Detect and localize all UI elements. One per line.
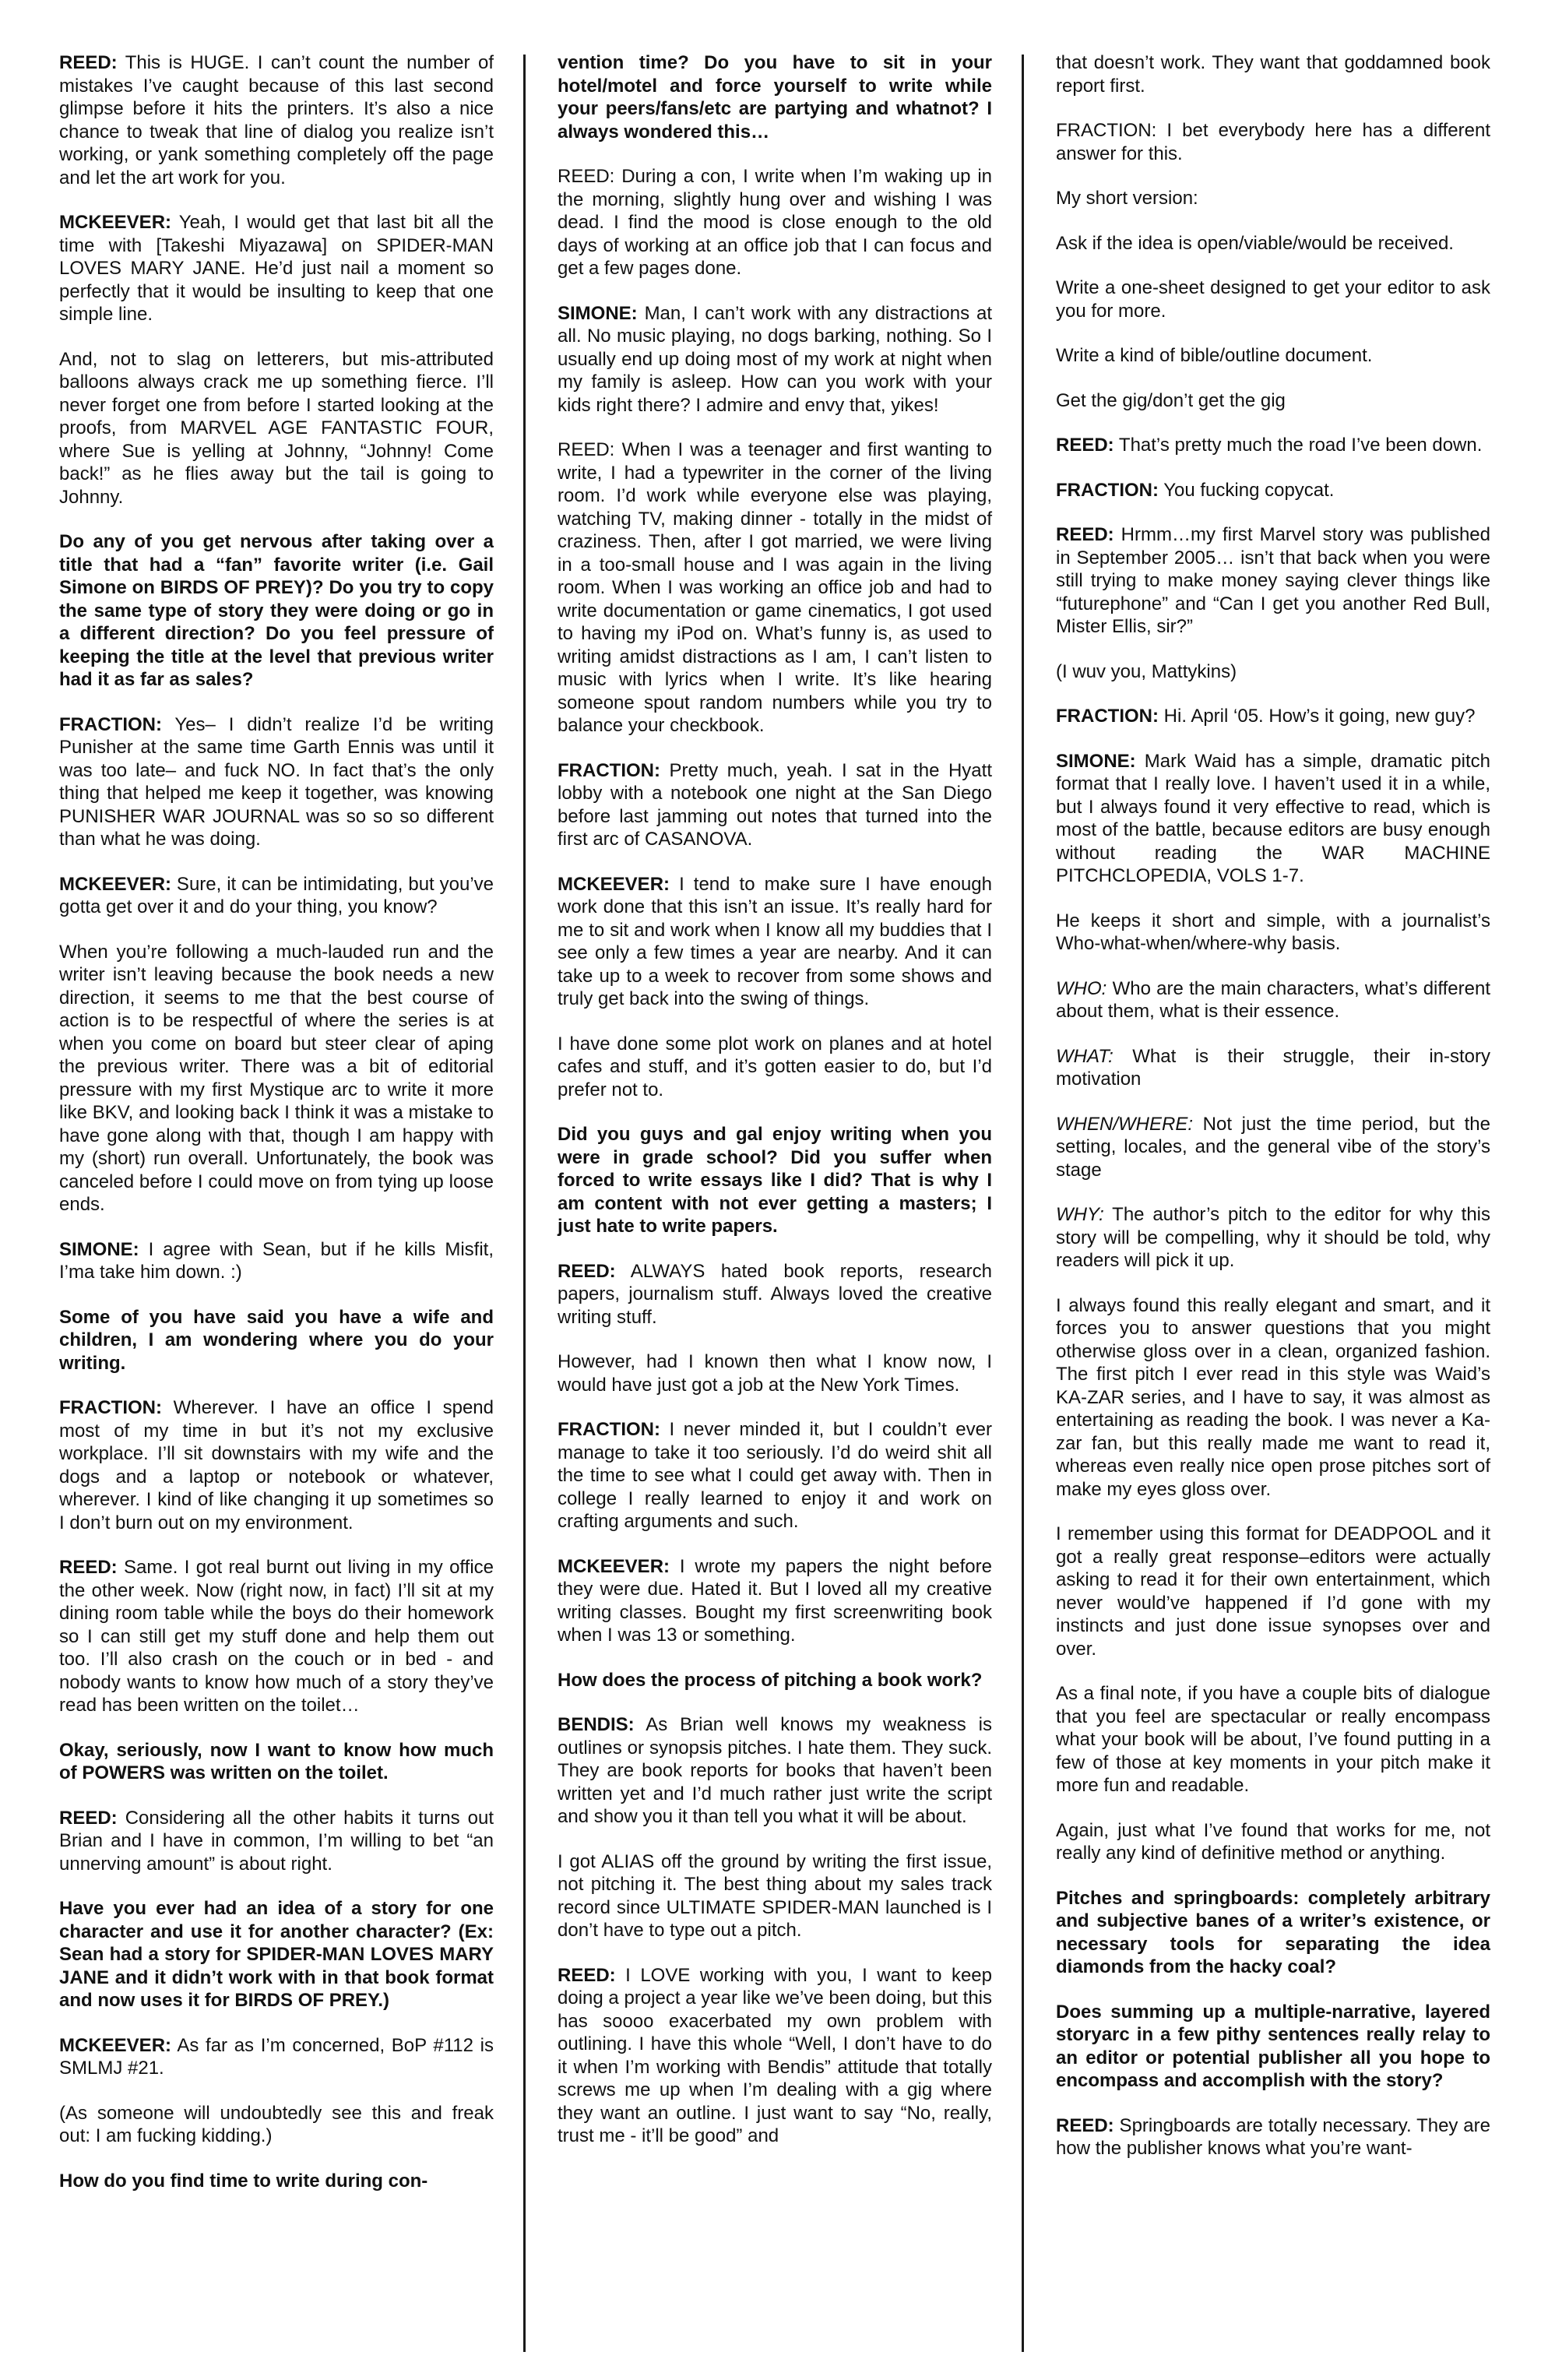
interview-answer [1056,389,1490,413]
interview-answer [59,1556,494,1717]
interview-question: Have you ever had an idea of a story for one character and use it for another character? (Ex: Sean had a story for SPIDER-MAN LOVES MARY JANE and it didn’t work with in that book format and now uses it for BIRDS OF PREY.) [59,1898,494,2011]
interview-answer [558,759,992,851]
interview-answer [558,1260,992,1329]
interview-answer [59,1807,494,1876]
interview-answer [1056,1682,1490,1797]
paragraph-text: Wherever. I have an office I spend most of my time in but it’s not my exclusive workplace. I’ll sit downstairs with my wife and the dogs and a laptop or notebook or whatever, wherever. I kind of like changing it up sometimes so I don’t burn out on my environment. [59,1397,494,1533]
interview-answer [1056,910,1490,956]
paragraph-text: Springboards are totally necessary. They are how the publisher knows what you’re want- [1056,2114,1490,2159]
paragraph-text: Yeah, I would get that last bit all the time with [Takeshi Miyazawa] on SPIDER-MAN LOVES MARY JANE. He’d just nail a moment so perfectly that it would be insulting to keep that one simple line. [59,212,494,325]
column-divider [523,55,526,2352]
interview-answer [1056,1819,1490,1865]
interview-question: Okay, seriously, now I want to know how much of POWERS was written on the toilet. [59,1739,494,1783]
paragraph-text: Hrmm…my first Marvel story was published in September 2005… isn’t that back when you were still trying to make money saying clever things like “futurephone” and “Can I get you another Red Bull, Mister Ellis, sir?” [1056,524,1490,637]
paragraph-text: REED: During a con, I write when I’m waking up in the morning, slightly hung over and wishing I was dead. I find the mood is close enough to the old days of working at an office job that I can focus and get a few pages done. [558,166,992,279]
interview-answer [1056,479,1490,502]
paragraph-text: (As someone will undoubtedly see this and freak out: I am fucking kidding.) [59,2102,494,2146]
speaker-name: MCKEEVER: [558,873,670,895]
speaker-name: FRACTION: [59,1397,162,1418]
interview-question: vention time? Do you have to sit in your hotel/motel and force yourself to write while your peers/fans/etc are partying and whatnot? I always wondered this… [558,52,992,143]
paragraph-text: What is their struggle, their in-story motivation [1056,1045,1490,1090]
paragraph-text: Pretty much, yeah. I sat in the Hyatt lobby with a notebook one night at the San Diego before last jamming out notes that turned into the first arc of CASANOVA. [558,759,992,850]
interview-answer [1056,1113,1490,1182]
paragraph-text: I agree with Sean, but if he kills Misfit, I’ma take him down. :) [59,1238,494,1283]
interview-question: Some of you have said you have a wife and children, I am wondering where you do your writing. [59,1306,494,1374]
interview-answer [59,873,494,919]
paragraph-text: I got ALIAS off the ground by writing the first issue, not pitching it. The best thing about my sales track record since ULTIMATE SPIDER-MAN launched is I don’t have to type out a pitch. [558,1850,992,1941]
paragraph-text: Considering all the other habits it turns out Brian and I have in common, I’m willing to bet “an unnerving amount” is about right. [59,1807,494,1875]
interview-answer [1056,2114,1490,2160]
speaker-name: SIMONE: [59,1238,139,1260]
paragraph-text: And, not to slag on letterers, but mis-attributed balloons always crack me up something fierce. I’ll never forget one from before I started looking at the proofs, from MARVEL AGE FANTASTIC FOUR, where Sue is yelling at Johnny, “Johnny! Come back!” as he flies away but the tail is going to Johnny. [59,348,494,508]
paragraph-text: Same. I got real burnt out living in my office the other week. Now (right now, in fact) I’ll sit at my dining room table while the boys do their homework so I can still get my stuff done and help them out too. I’ll also crash on the couch or in bed - and nobody wants to know how much of a story they’ve read has been written on the toilet… [59,1557,494,1716]
pitch-label: WHY: [1056,1204,1104,1225]
paragraph-text: Write a one-sheet designed to get your editor to ask you for more. [1056,277,1490,322]
interview-question: How does the process of pitching a book work? [558,1669,983,1691]
paragraph-text: Who are the main characters, what’s different about them, what is their essence. [1056,977,1490,1022]
speaker-name: REED: [1056,524,1114,545]
paragraph-text: I remember using this format for DEADPOOL and it got a really great response–editors were actually asking to read it for their own entertainment, which never would’ve happened if I’d gone with my instincts and just done issue synopses over and over. [1056,1523,1490,1660]
interview-answer [1056,344,1490,368]
paragraph-text: As far as I’m concerned, BoP #112 is SMLMJ #21. [59,2034,494,2079]
column-divider [1022,55,1024,2352]
speaker-name: REED: [1056,435,1114,456]
text-column-1 [59,51,494,2214]
paragraph-text: As Brian well knows my weakness is outlines or synopsis pitches. I hate them. They suck. They are book reports for books that haven’t been written yet and I’d much rather just write the script and show you it than tell you what it will be about. [558,1714,992,1827]
paragraph-text: I always found this really elegant and smart, and it forces you to answer questions that you might otherwise gloss over in a clean, organized fashion. The first pitch I ever read in this style was Waid’s KA-ZAR series, and I have to say, it was almost as entertaining as reading the book. I was never a Ka-zar fan, but this really made me want to read it, whereas even really nice open prose pitches sort of make my eyes gloss over. [1056,1294,1490,1500]
paragraph-text: When you’re following a much-lauded run and the writer isn’t leaving because the book needs a new direction, it seems to me that the best course of action is to be respectful of where the series is at when you come on board but steer clear of aping the previous writer. There was a bit of editorial pressure with my first Mystique arc to write it more like BKV, and looking back I think it was a mistake to have gone along with that, though I am happy with my (short) run overall. Unfortunately, the book was canceled before I could move on from tying up loose ends. [59,941,494,1215]
pitch-label: WHAT: [1056,1045,1114,1067]
interview-answer [1056,232,1490,255]
interview-answer [1056,1045,1490,1091]
interview-answer [1056,660,1490,684]
interview-answer [1056,51,1490,97]
interview-question: Did you guys and gal enjoy writing when you were in grade school? Did you suffer when forced to write essays like I did? That is why I am content with not ever getting a masters; I just hate to write papers. [558,1124,992,1237]
paragraph-text: I never minded it, but I couldn’t ever manage to take it too seriously. I’d do weird shit all the time to see what I could get away with. Then in college I really learned to enjoy it and work on crafting arguments and such. [558,1419,992,1532]
paragraph-text: (I wuv you, Mattykins) [1056,660,1237,682]
interview-answer [558,1850,992,1942]
paragraph-text: However, had I known then what I know now, I would have just got a job at the New York Times. [558,1351,992,1396]
paragraph-text: You fucking copycat. [1158,479,1335,501]
speaker-name: REED: [558,1964,616,1986]
paragraph-text: Write a kind of bible/outline document. [1056,345,1373,366]
paragraph-text: REED: When I was a teenager and first wanting to write, I had a typewriter in the corner of the living room. I’d work while everyone else was playing, watching TV, making dinner - totally in the midst of craziness. Then, after I got married, we were living in a too-small house and I was again in the living room. When I was working an office job and had to write documentation or game cinematics, I got used to having my iPod on. What’s funny is, as used to writing amidst distractions as I am, I can’t listen to music with lyrics when I write. It’s like hearing someone spout random numbers while you try to balance your checkbook. [558,439,992,736]
interview-answer [59,2034,494,2080]
speaker-name: SIMONE: [1056,750,1136,772]
paragraph-text: that doesn’t work. They want that goddamned book report first. [1056,52,1490,97]
interview-answer [1056,1523,1490,1660]
paragraph-text: My short version: [1056,188,1198,209]
interview-answer [59,2102,494,2148]
pitch-label: WHEN/WHERE: [1056,1113,1193,1135]
interview-answer [558,438,992,738]
interview-answer [59,713,494,851]
speaker-name: FRACTION: [59,713,162,735]
paragraph-text: The author’s pitch to the editor for why this story will be compelling, why it should be told, why readers will pick it up. [1056,1204,1490,1271]
speaker-name: FRACTION: [1056,479,1159,501]
paragraph-text: ALWAYS hated book reports, research papers, journalism stuff. Always loved the creative writing stuff. [558,1260,992,1328]
interview-answer [558,1418,992,1533]
interview-question: Pitches and springboards: completely arbitrary and subjective banes of a writer’s existence, or necessary tools for separating the idea diamonds from the hacky coal? [1056,1887,1490,1977]
paragraph-text: Again, just what I’ve found that works for me, not really any kind of definitive method or anything. [1056,1819,1490,1864]
speaker-name: MCKEEVER: [59,212,172,233]
paragraph-text: I wrote my papers the night before they were due. Hated it. But I loved all my creative writing classes. Bought my first screenwriting book when I was 13 or something. [558,1555,992,1646]
text-column-3 [1056,51,1490,2182]
paragraph-text: As a final note, if you have a couple bits of dialogue that you feel are spectacular or really encompass what your book will be about, I’ve found putting in a few of those at key moments in your pitch make it more fun and readable. [1056,1683,1490,1796]
interview-answer [1056,187,1490,210]
interview-answer [59,1396,494,1534]
interview-answer [1056,434,1490,457]
interview-question: Does summing up a multiple-narrative, layered storyarc in a few pithy sentences really relay to an editor or potential publisher all you hope to encompass and accomplish with the story? [1056,2001,1490,2091]
interview-answer [59,51,494,189]
paragraph-text: Mark Waid has a simple, dramatic pitch format that I really love. I haven’t used it in a while, but I always found it very effective to read, which is most of the battle, because editors are busy enough without reading the WAR MACHINE PITCHCLOPEDIA, VOLS 1-7. [1056,750,1490,886]
interview-answer [1056,119,1490,165]
interview-question: Do any of you get nervous after taking over a title that had a “fan” favorite writer (i.e. Gail Simone on BIRDS OF PREY)? Do you try to copy the same type of story they were doing or go in a different direction? Do you feel pressure of keeping the title at the level that previous writer had it as far as sales? [59,531,494,690]
speaker-name: MCKEEVER: [59,2034,172,2056]
paragraph-text: I tend to make sure I have enough work done that this isn’t an issue. It’s really hard for me to sit and work when I know all my buddies that I see only a few times a year are nearby. And it can take up to a week to recover from some shows and truly get back into the swing of things. [558,873,992,1009]
interview-answer [558,1964,992,2148]
paragraph-text: I LOVE working with you, I want to keep doing a project a year like we’ve been doing, but this has soooo exacerbated my own problem with outlining. I have this whole “Well, I don’t have to do it when I’m working with Bendis” attitude that totally screws me up when I’m dealing with a gig where they want an outline. I just want to say “No, really, trust me - it’ll be good” and [558,1964,992,2146]
paragraph-text: Man, I can’t work with any distractions at all. No music playing, no dogs barking, nothing. So I usually end up doing most of my work at night when my family is asleep. How can you work with your kids right there? I admire and envy that, yikes! [558,302,992,416]
interview-answer [558,873,992,1011]
paragraph-text: FRACTION: I bet everybody here has a different answer for this. [1056,120,1490,164]
interview-answer [1056,1203,1490,1273]
speaker-name: REED: [59,52,118,73]
paragraph-text: Yes– I didn’t realize I’d be writing Punisher at the same time Garth Ennis was until it was too late– and fuck NO. In fact that’s the only thing that helped me keep it together, was knowing PUNISHER WAR JOURNAL was so so so different than what he was doing. [59,713,494,850]
speaker-name: BENDIS: [558,1714,635,1735]
paragraph-text: That’s pretty much the road I’ve been down. [1114,435,1483,456]
interview-answer [1056,750,1490,888]
paragraph-text: Hi. April ‘05. How’s it going, new guy? [1158,706,1476,727]
paragraph-text: Sure, it can be intimidating, but you’ve gotta get over it and do your thing, you know? [59,873,494,917]
interview-answer [1056,977,1490,1023]
interview-answer [558,165,992,280]
paragraph-text: He keeps it short and simple, with a journalist’s Who-what-when/where-why basis. [1056,910,1490,954]
paragraph-text: This is HUGE. I can’t count the number of mistakes I’ve caught because of this last second glimpse before it hits the printers. It’s also a nice chance to tweak that line of dialog you realize isn’t working, or yank something completely off the page and let the art work for you. [59,52,494,188]
speaker-name: REED: [59,1557,118,1578]
paragraph-text: I have done some plot work on planes and at hotel cafes and stuff, and it’s gotten easier to do, but I’d prefer not to. [558,1033,992,1100]
paragraph-text: Not just the time period, but the setting, locales, and the general vibe of the story’s stage [1056,1113,1490,1181]
interview-answer [59,211,494,326]
pitch-label: WHO: [1056,977,1107,999]
speaker-name: REED: [1056,2114,1114,2136]
speaker-name: FRACTION: [558,759,660,781]
interview-answer [59,348,494,509]
speaker-name: REED: [558,1260,616,1282]
interview-answer [59,941,494,1216]
interview-answer [558,1350,992,1396]
speaker-name: FRACTION: [1056,706,1159,727]
paragraph-text: Ask if the idea is open/viable/would be received. [1056,232,1454,254]
interview-answer [59,1238,494,1284]
speaker-name: REED: [59,1807,118,1829]
interview-answer [1056,1294,1490,1502]
text-column-2 [558,51,992,2170]
speaker-name: MCKEEVER: [59,873,172,895]
interview-answer [558,1713,992,1829]
interview-answer [558,1555,992,1647]
interview-answer [1056,276,1490,322]
interview-question: How do you find time to write during con- [59,2170,428,2192]
interview-answer [558,1033,992,1102]
paragraph-text: Get the gig/don’t get the gig [1056,389,1286,411]
speaker-name: MCKEEVER: [558,1555,670,1577]
speaker-name: FRACTION: [558,1419,660,1440]
interview-answer [558,302,992,417]
interview-answer [1056,705,1490,728]
interview-answer [1056,523,1490,639]
speaker-name: SIMONE: [558,302,638,324]
